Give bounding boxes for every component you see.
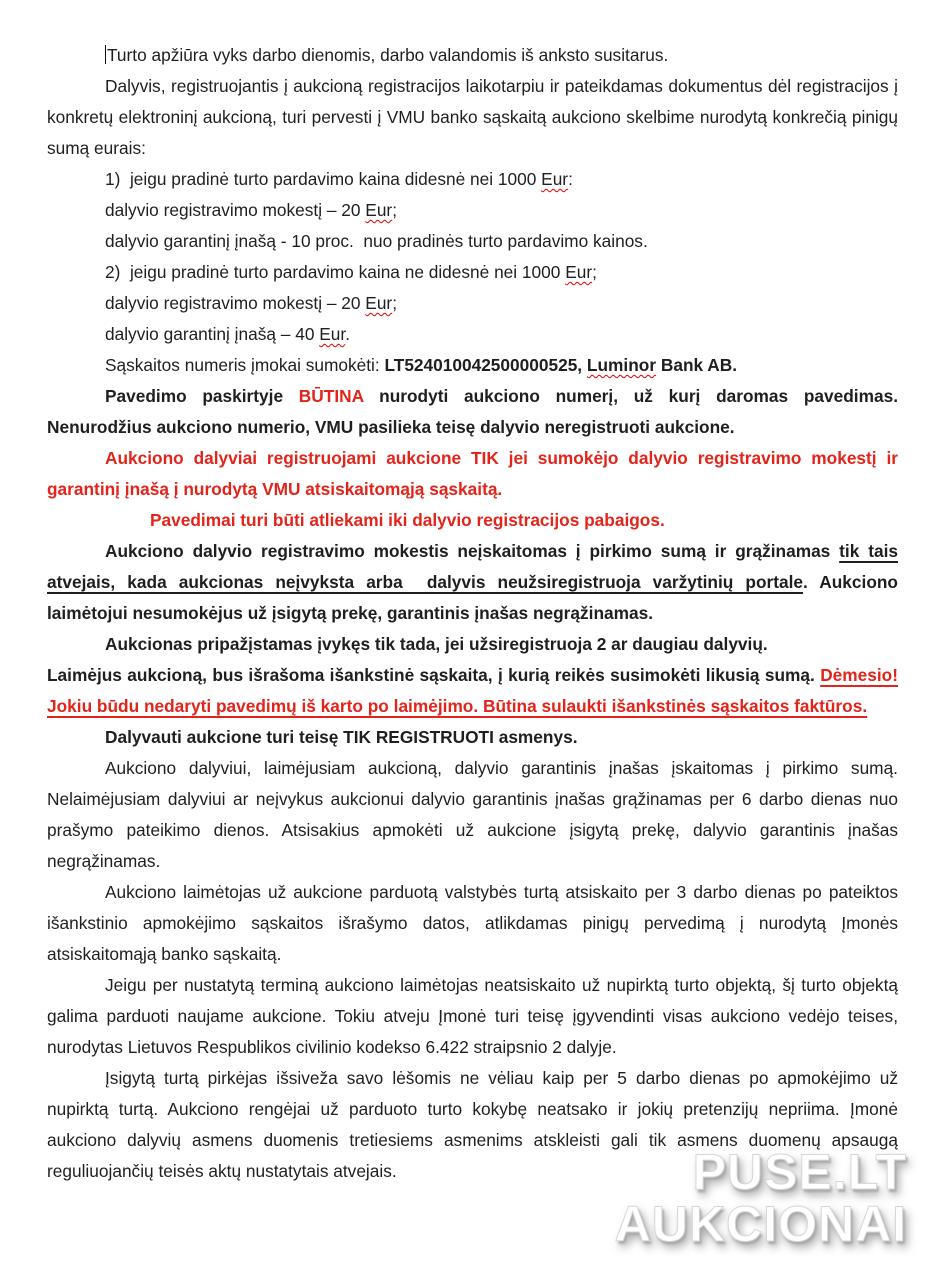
text-run: 1) jeigu pradinė turto pardavimo kaina didesnė nei 1000: [105, 169, 542, 189]
watermark: [615, 1146, 907, 1250]
paragraph: [47, 443, 898, 505]
text-run: dalyvio registravimo mokestį – 20: [105, 200, 366, 220]
text-run: :: [568, 169, 573, 189]
text-run: BŪTINA: [298, 386, 364, 406]
watermark-line-2: AUKCIONAI: [614, 1196, 907, 1252]
text-run: Pavedimo paskirtyje: [105, 386, 299, 406]
text-run: Aukcionas pripažįstamas įvykęs tik tada, jei užsiregistruoja 2 ar daugiau dalyvių.: [105, 634, 768, 654]
text-run: Bank AB.: [656, 355, 738, 375]
paragraph: [47, 722, 898, 753]
paragraph: [47, 40, 898, 71]
paragraph: [47, 350, 898, 381]
text-run: .: [345, 324, 351, 344]
paragraph: [47, 381, 898, 443]
document-body: [47, 40, 898, 1187]
text-run: Jeigu per nustatytą terminą aukciono laimėtojas neatsiskaito už nupirktą turto objektą, šį turto objektą galima parduoti naujame aukcione. Tokiu atveju Įmonė turi teisę įgyvendinti visas aukciono vedėjo teises, nurodytas Lietuvos Respublikos civilinio kodekso 6.422 straipsnio 2 dalyje.: [47, 975, 898, 1057]
text-run: Dalyvauti aukcione turi teisę TIK REGISTRUOTI asmenys.: [105, 727, 578, 747]
text-run: Luminor: [586, 355, 657, 375]
text-run: dalyvio registravimo mokestį – 20: [105, 293, 366, 313]
text-run: Turto apžiūra vyks darbo dienomis, darbo valandomis iš anksto susitarus.: [107, 45, 669, 65]
paragraph: [47, 877, 898, 970]
paragraph: [47, 505, 898, 536]
text-run: Laimėjus aukcioną, bus išrašoma išankstinė sąskaita, į kurią reikės susimokėti likusią sumą.: [47, 665, 821, 685]
text-run: Aukciono laimėtojas už aukcione parduotą valstybės turtą atsiskaito per 3 darbo dienas po pateiktos išankstinio apmokėjimo sąskaitos išrašymo datos, atlikdamas pinigų pervedimą į nurodytą Įmonės atsiskaitomąją banko sąskaitą.: [47, 882, 898, 964]
watermark-line-1: PUSE.LT: [692, 1144, 907, 1200]
text-run: Aukciono dalyvio registravimo mokestis neįskaitomas į pirkimo sumą ir grąžinamas: [105, 541, 840, 561]
text-run: Eur: [565, 262, 593, 282]
text-run: Aukciono dalyviui, laimėjusiam aukcioną, dalyvio garantinis įnašas įskaitomas į pirkimo sumą. Nelaimėjusiam dalyviui ar neįvykus aukcionui dalyvio garantinis įnašas grąžinamas per 6 darbo dienas nuo prašymo pateikimo dienos. Atsisakius apmokėti už aukcione įsigytą prekę, dalyvio garantinis įnašas negrąžinamas.: [47, 758, 898, 871]
text-run: Eur: [365, 293, 393, 313]
text-run: Eur: [541, 169, 569, 189]
paragraph: [47, 319, 898, 350]
text-run: . Aukciono laimėtojui nesumokėjus už įsigytą prekę, garantinis įnašas negrąžinamas.: [47, 572, 898, 623]
paragraph: [47, 164, 898, 195]
text-run: Dalyvis, registruojantis į aukcioną registracijos laikotarpiu ir pateikdamas dokumentus dėl registracijos į konkretų elektroninį aukcioną, turi pervesti į VMU banko sąskaitą aukciono skelbime nurodytą konkrečią pinigų sumą eurais:: [47, 76, 898, 158]
text-run: Aukciono dalyviai registruojami aukcione TIK jei sumokėjo dalyvio registravimo mokestį ir garantinį įnašą į nurodytą VMU atsiskaitomąją sąskaitą.: [47, 448, 898, 499]
paragraph: [47, 536, 898, 629]
text-run: 2) jeigu pradinė turto pardavimo kaina ne didesnė nei 1000: [105, 262, 566, 282]
paragraph: [47, 226, 898, 257]
paragraph: [47, 195, 898, 226]
text-run: Eur: [365, 200, 393, 220]
text-run: Eur: [319, 324, 346, 344]
text-run: nurodyti aukciono numerį, už kurį daromas pavedimas. Nenurodžius aukciono numerio, VMU pasilieka teisę dalyvio neregistruoti aukcione.: [47, 386, 898, 437]
paragraph: [47, 71, 898, 164]
text-run: Sąskaitos numeris įmokai sumokėti:: [105, 355, 385, 375]
paragraph: [47, 629, 898, 660]
text-run: dalyvio garantinį įnašą - 10 proc. nuo pradinės turto pardavimo kainos.: [105, 231, 648, 251]
text-run: LT524010042500000525,: [384, 355, 587, 375]
paragraph: [47, 970, 898, 1063]
paragraph: [47, 753, 898, 877]
paragraph: [47, 257, 898, 288]
text-run: ;: [392, 293, 398, 313]
paragraph: [47, 660, 898, 722]
text-run: dalyvio garantinį įnašą – 40: [105, 324, 320, 344]
text-run: ;: [392, 200, 398, 220]
text-run: tik tais atvejais, kada aukcionas neįvyksta arba dalyvis neužsiregistruoja varžytinių portale: [47, 541, 898, 592]
text-run: Dėmesio! Jokiu būdu nedaryti pavedimų iš karto po laimėjimo. Būtina sulaukti išankstinės sąskaitos faktūros.: [47, 665, 898, 716]
text-run: ;: [592, 262, 597, 282]
text-run: Įsigytą turtą pirkėjas išsiveža savo lėšomis ne vėliau kaip per 5 darbo dienas po apmokėjimo už nupirktą turtą. Aukciono rengėjai už parduoto turto kokybę neatsako ir jokių pretenzijų nepriima. Įmonė aukciono dalyvių asmens duomenis tretiesiems asmenims atskleisti gali tik asmens duomenų apsaugą reguliuojančių teisės aktų nustatytais atvejais.: [47, 1068, 898, 1181]
text-run: Pavedimai turi būti atliekami iki dalyvio registracijos pabaigos.: [150, 510, 665, 530]
text-cursor: [105, 45, 106, 64]
paragraph: [47, 288, 898, 319]
